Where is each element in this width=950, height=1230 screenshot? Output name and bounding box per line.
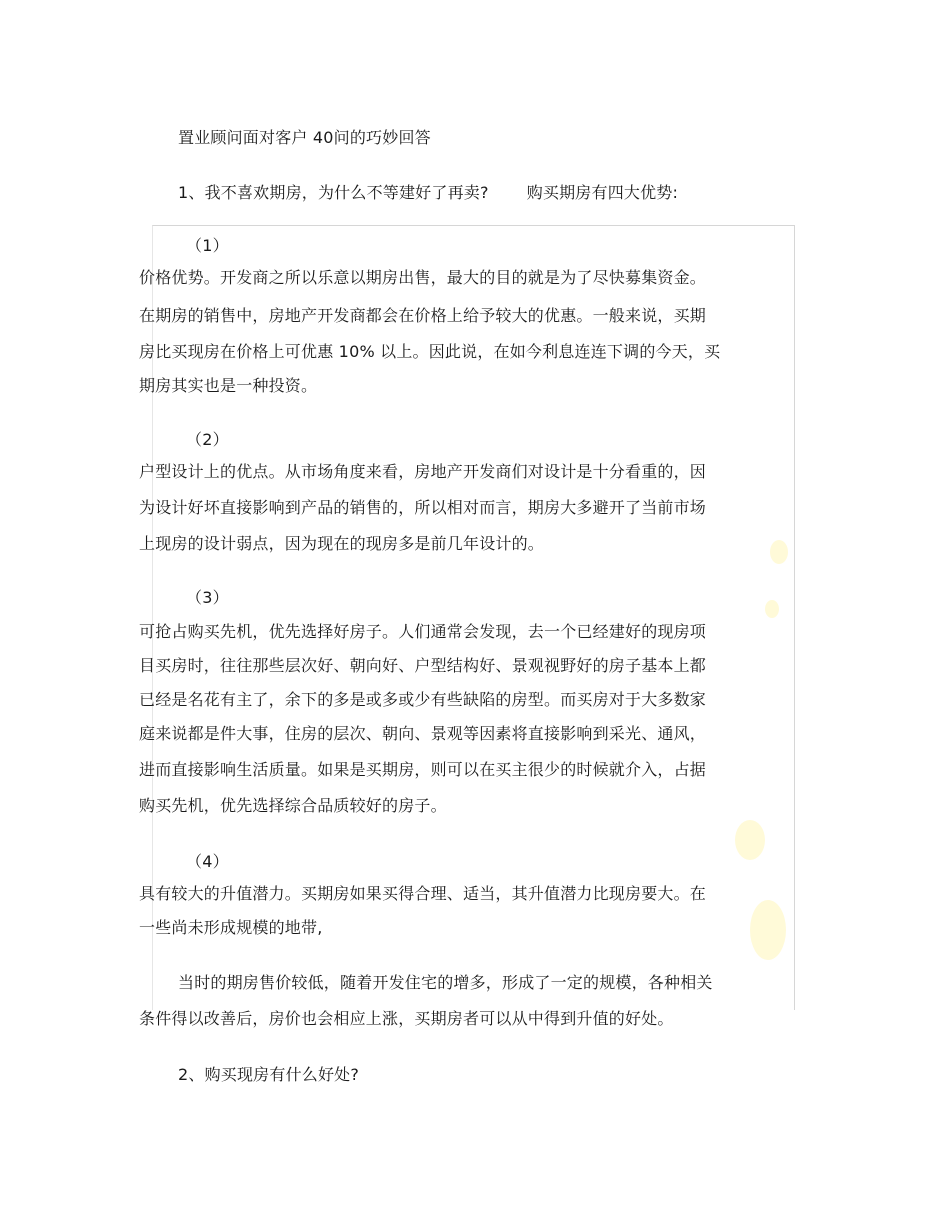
paragraph-line: 期房其实也是一种投资。 [139,376,318,395]
paragraph-line: 户型设计上的优点。从市场角度来看，房地产开发商们对设计是十分看重的，因 [139,462,707,481]
watermark-decoration [750,900,786,960]
section-marker: （1） [186,236,229,255]
paragraph-line: 价格优势。开发商之所以乐意以期房出售，最大的目的就是为了尽快募集资金。 [139,268,707,287]
paragraph-line: 已经是名花有主了，余下的多是或多或少有些缺陷的房型。而买房对于大多数家 [139,690,707,709]
watermark-decoration [735,820,765,860]
watermark-decoration [770,540,788,564]
question-1 [178,183,678,203]
paragraph-line: 在期房的销售中，房地产开发商都会在价格上给予较大的优惠。一般来说，买期 [139,306,707,325]
paragraph-line: 可抢占购买先机，优先选择好房子。人们通常会发现，去一个已经建好的现房项 [139,622,707,641]
paragraph-line: 为设计好坏直接影响到产品的销售的，所以相对而言，期房大多避开了当前市场 [139,498,707,517]
paragraph-line: 上现房的设计弱点，因为现在的现房多是前几年设计的。 [139,534,545,553]
paragraph-line: 进而直接影响生活质量。如果是买期房，则可以在买主很少的时候就介入，占据 [139,760,707,779]
section-marker: （2） [186,430,229,449]
watermark-decoration [765,600,779,618]
paragraph-line: 目买房时，往往那些层次好、朝向好、户型结构好、景观视野好的房子基本上都 [139,656,707,675]
paragraph-line: 购买先机，优先选择综合品质较好的房子。 [139,796,447,815]
question-1-text: 1、我不喜欢期房，为什么不等建好了再卖? [178,183,489,202]
paragraph-line: 条件得以改善后，房价也会相应上涨，买期房者可以从中得到升值的好处。 [139,1009,674,1028]
question-2: 2、购买现房有什么好处? [178,1065,360,1084]
paragraph-line: 具有较大的升值潜力。买期房如果买得合理、适当，其升值潜力比现房要大。在 [139,884,707,903]
paragraph-line: 房比买现房在价格上可优惠 10% 以上。因此说，在如今利息连连下调的今天，买 [139,342,721,361]
section-marker: （3） [186,588,229,607]
paragraph-line: 一些尚未形成规模的地带, [139,918,323,937]
page-title: 置业顾问面对客户 40问的巧妙回答 [178,128,431,147]
question-1-answer-intro: 购买期房有四大优势: [526,183,679,202]
paragraph-line: 庭来说都是件大事，住房的层次、朝向、景观等因素将直接影响到采光、通风， [139,724,707,743]
paragraph-line: 当时的期房售价较低，随着开发住宅的增多，形成了一定的规模，各种相关 [178,973,713,992]
section-marker: （4） [186,852,229,871]
